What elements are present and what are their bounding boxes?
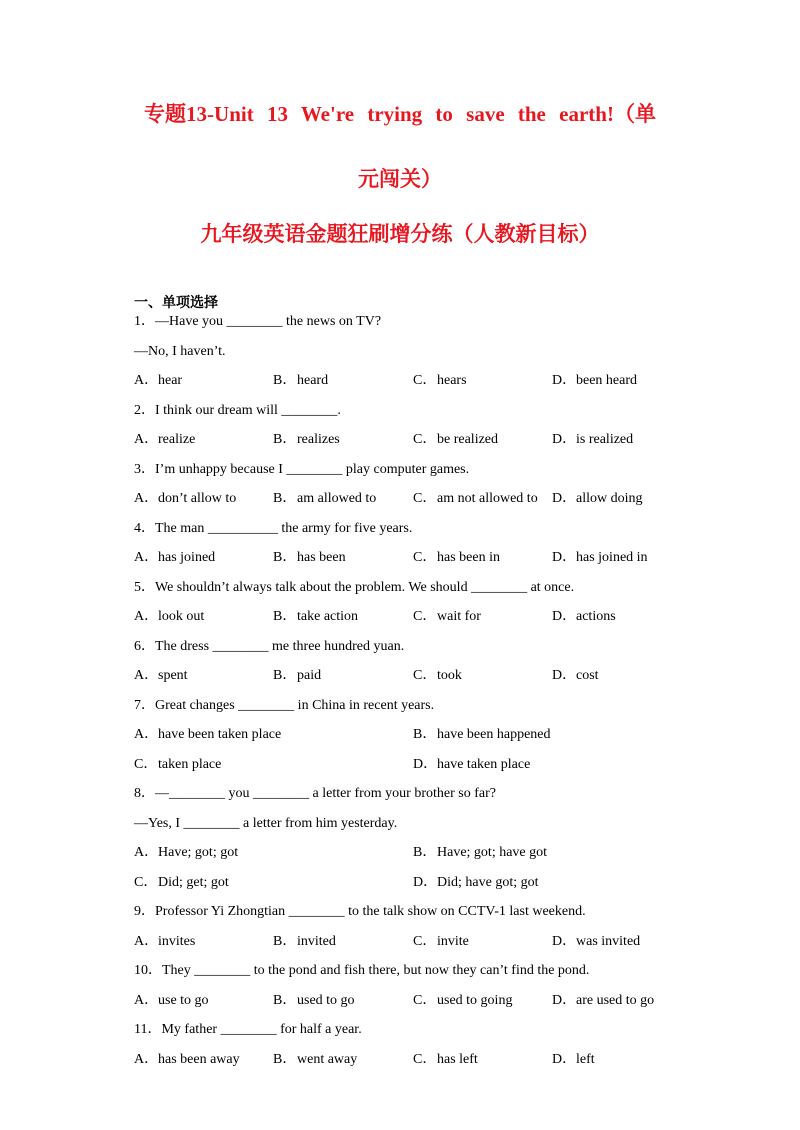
option-text: have been happened <box>437 727 551 742</box>
option-text: was invited <box>576 933 641 949</box>
question-stem: 9．Professor Yi Zhongtian ________ to the talk show on CCTV-1 last weekend. <box>134 904 586 919</box>
answer-option[interactable] <box>134 991 209 1011</box>
question-stem: 6．The dress ________ me three hundred yuan. <box>134 638 405 654</box>
question-dialogue-reply: —No, I haven’t. <box>134 343 226 359</box>
page-title-line-2: 元闯关） <box>358 167 442 191</box>
answer-option[interactable] <box>552 991 654 1011</box>
option-text: has joined <box>158 550 216 565</box>
answer-option[interactable] <box>134 725 281 745</box>
answer-option[interactable] <box>134 371 182 391</box>
answer-option[interactable] <box>552 489 643 509</box>
question-stem: 8．—________ you ________ a letter from your brother so far? <box>134 786 496 801</box>
option-label: C． <box>413 668 437 683</box>
option-text: have taken place <box>437 756 531 772</box>
option-text: allow doing <box>576 491 643 506</box>
answer-option[interactable] <box>413 607 481 627</box>
option-text: Did; have got; got <box>437 874 539 890</box>
answer-option[interactable] <box>273 548 346 568</box>
option-label: B． <box>273 432 297 447</box>
option-label: C． <box>134 756 158 772</box>
option-text: been heard <box>576 373 638 388</box>
option-label: B． <box>413 845 437 860</box>
option-text: has joined in <box>576 550 648 565</box>
option-label: A． <box>134 1051 159 1067</box>
option-label: B． <box>273 668 297 683</box>
option-label: D． <box>552 992 577 1008</box>
question-stem: 3．I’m unhappy because I ________ play computer games. <box>134 461 470 477</box>
option-text: am not allowed to <box>437 491 538 506</box>
question-stem: 7．Great changes ________ in China in recent years. <box>134 697 435 713</box>
answer-option[interactable] <box>413 430 498 450</box>
option-label: C． <box>413 491 437 506</box>
option-label: D． <box>552 933 577 949</box>
answer-option[interactable] <box>413 1050 478 1070</box>
option-text: invite <box>437 933 469 949</box>
answer-option[interactable] <box>134 755 221 775</box>
option-label: A． <box>134 550 159 565</box>
option-label: A． <box>134 432 159 447</box>
option-label: B． <box>273 550 297 565</box>
option-label: C． <box>413 992 437 1008</box>
option-label: A． <box>134 609 159 624</box>
option-text: have been taken place <box>158 727 282 742</box>
option-text: am allowed to <box>297 491 377 506</box>
option-text: has been away <box>158 1051 240 1067</box>
answer-option[interactable] <box>273 991 355 1011</box>
option-label: D． <box>552 1051 577 1067</box>
answer-option[interactable] <box>552 607 616 627</box>
answer-option[interactable] <box>273 371 328 391</box>
answer-option[interactable] <box>134 489 236 509</box>
option-text: Did; get; got <box>158 874 229 890</box>
answer-option[interactable] <box>552 666 599 686</box>
answer-option[interactable] <box>413 489 538 509</box>
option-label: B． <box>413 727 437 742</box>
option-label: C． <box>413 550 437 565</box>
option-label: B． <box>273 1051 297 1067</box>
option-label: A． <box>134 933 159 949</box>
option-text: used to go <box>297 992 355 1008</box>
option-label: A． <box>134 373 159 388</box>
option-label: C． <box>413 373 437 388</box>
option-text: actions <box>576 609 616 624</box>
option-text: took <box>437 668 462 683</box>
option-label: B． <box>273 933 297 949</box>
option-text: be realized <box>437 432 499 447</box>
option-label: B． <box>273 491 297 506</box>
option-text: went away <box>297 1051 358 1067</box>
answer-option[interactable] <box>552 371 637 391</box>
option-text: has been <box>297 550 346 565</box>
option-label: C． <box>413 432 437 447</box>
option-label: A． <box>134 727 159 742</box>
option-text: is realized <box>576 432 634 447</box>
option-label: D． <box>413 874 438 890</box>
option-label: C． <box>134 874 158 890</box>
answer-option[interactable] <box>273 607 358 627</box>
answer-option[interactable] <box>273 1050 357 1070</box>
question-stem: 1．—Have you ________ the news on TV? <box>134 314 382 329</box>
option-label: D． <box>552 609 577 624</box>
answer-option[interactable] <box>134 843 238 863</box>
answer-option[interactable] <box>273 430 340 450</box>
option-label: D． <box>552 668 577 683</box>
answer-option[interactable] <box>134 932 195 952</box>
option-text: spent <box>158 668 188 683</box>
answer-option[interactable] <box>413 843 547 863</box>
option-label: B． <box>273 373 297 388</box>
option-text: realizes <box>297 432 340 447</box>
question-stem: 11．My father ________ for half a year. <box>134 1022 362 1037</box>
page-subtitle: 九年级英语金题狂刷增分练（人教新目标） <box>200 222 600 246</box>
option-label: D． <box>552 432 577 447</box>
option-label: C． <box>413 609 437 624</box>
option-label: D． <box>552 550 577 565</box>
option-text: left <box>576 1051 595 1067</box>
option-text: paid <box>297 668 322 683</box>
option-label: B． <box>273 992 297 1008</box>
option-text: hears <box>437 373 467 388</box>
answer-option[interactable] <box>134 873 229 893</box>
option-label: B． <box>273 609 297 624</box>
option-text: realize <box>158 432 196 447</box>
answer-option[interactable] <box>134 607 204 627</box>
answer-option[interactable] <box>273 666 321 686</box>
question-stem: 10．They ________ to the pond and fish there, but now they can’t find the pond. <box>134 963 590 978</box>
option-text: cost <box>576 668 599 683</box>
option-text: wait for <box>437 609 481 624</box>
answer-option[interactable] <box>413 725 551 745</box>
question-stem: 5．We shouldn’t always talk about the problem. We should ________ at once. <box>134 579 575 595</box>
answer-option[interactable] <box>273 932 336 952</box>
option-text: Have; got; have got <box>437 845 548 860</box>
option-label: D． <box>552 491 577 506</box>
answer-option[interactable] <box>413 991 512 1011</box>
option-text: use to go <box>158 992 209 1008</box>
answer-option[interactable] <box>273 489 376 509</box>
option-text: look out <box>158 609 205 624</box>
option-text: heard <box>297 373 329 388</box>
option-text: don’t allow to <box>158 491 237 506</box>
answer-option[interactable] <box>134 666 188 686</box>
answer-option[interactable] <box>552 1050 595 1070</box>
option-text: used to going <box>437 992 513 1008</box>
answer-option[interactable] <box>134 548 215 568</box>
option-label: D． <box>552 373 577 388</box>
option-text: Have; got; got <box>158 845 239 860</box>
answer-option[interactable] <box>134 1050 240 1070</box>
answer-option[interactable] <box>413 666 462 686</box>
answer-option[interactable] <box>413 548 500 568</box>
answer-option[interactable] <box>413 932 469 952</box>
option-text: has been in <box>437 550 500 565</box>
answer-option[interactable] <box>413 755 530 775</box>
section-heading: 一、单项选择 <box>134 295 218 311</box>
option-label: A． <box>134 845 159 860</box>
option-label: C． <box>413 933 437 949</box>
option-text: are used to go <box>576 992 655 1008</box>
question-stem: 2．I think our dream will ________. <box>134 402 341 418</box>
option-label: C． <box>413 1051 437 1067</box>
question-stem: 4．The man __________ the army for five years. <box>134 520 413 536</box>
page-title-line-1: 专题13-Unit 13 We're trying to save the earth!（单 <box>144 102 656 126</box>
answer-option[interactable] <box>552 548 648 568</box>
option-label: A． <box>134 992 159 1008</box>
option-text: hear <box>158 373 183 388</box>
option-text: take action <box>297 609 359 624</box>
answer-option[interactable] <box>134 430 195 450</box>
answer-option[interactable] <box>413 371 467 391</box>
answer-option[interactable] <box>413 873 539 893</box>
option-label: D． <box>413 756 438 772</box>
option-text: invites <box>158 933 196 949</box>
option-text: has left <box>437 1051 478 1067</box>
option-text: taken place <box>158 756 222 772</box>
answer-option[interactable] <box>552 932 640 952</box>
option-text: invited <box>297 933 336 949</box>
option-label: A． <box>134 491 159 506</box>
answer-option[interactable] <box>552 430 633 450</box>
option-label: A． <box>134 668 159 683</box>
question-dialogue-reply: —Yes, I ________ a letter from him yesterday. <box>134 815 398 831</box>
